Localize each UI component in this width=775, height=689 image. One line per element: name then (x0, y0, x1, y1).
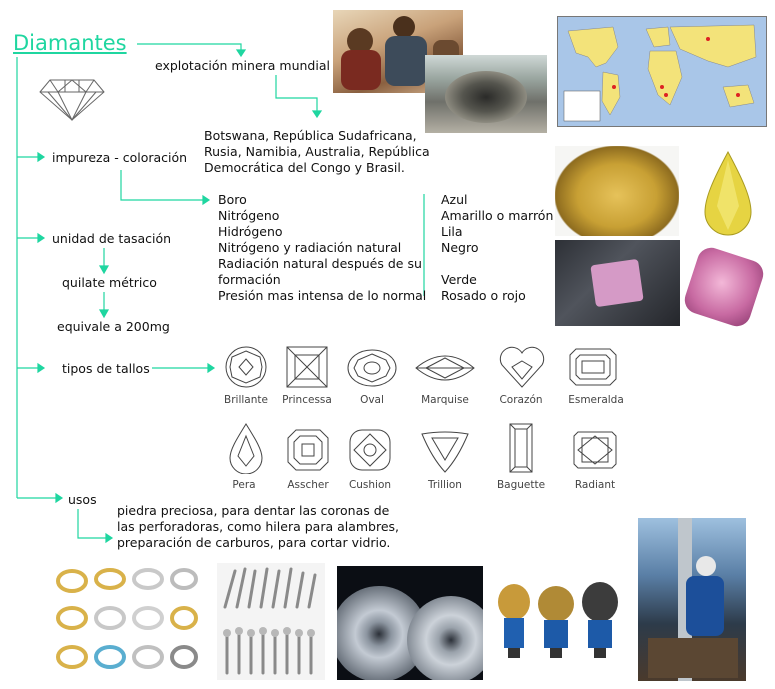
pink-rough-diamond-photo (555, 240, 680, 326)
mine-pit-photo (425, 55, 547, 133)
usos-text: piedra preciosa, para dentar las coronas de las perforadoras, como hilera para alambres, preparación de carburos, para cortar vidrio. (117, 503, 400, 550)
brillante-cut-icon (222, 345, 270, 389)
elemento-item: Nitrógeno (218, 208, 280, 223)
cut-label: Radiant (574, 479, 616, 491)
corazon-cut-icon (498, 345, 546, 389)
elemento-item: Nitrógeno y radiación natural (218, 240, 402, 255)
color-item: Negro (441, 240, 479, 255)
princessa-cut-icon (285, 345, 329, 389)
cut-label: Trillion (428, 479, 462, 491)
cut-label: Baguette (496, 479, 546, 491)
colores-list (441, 192, 553, 304)
page-title: Diamantes (13, 31, 127, 55)
drill-heads-photo (494, 580, 624, 660)
elemento-item: formación (218, 272, 281, 287)
yellow-rough-diamond-photo (555, 146, 679, 236)
paises-text: Botswana, República Sudafricana, Rusia, Namibia, Australia, República Democrática del Congo y Brasil. (204, 128, 430, 175)
tipos-label: tipos de tallos (62, 361, 150, 376)
usos-label: usos (68, 492, 97, 507)
color-item: Amarillo o marrón (441, 208, 554, 223)
cut-label: Marquise (421, 394, 469, 406)
elemento-item: Hidrógeno (218, 224, 283, 239)
radiant-cut-icon (572, 430, 618, 470)
rings-photo (52, 563, 202, 678)
color-item: Rosado o rojo (441, 288, 526, 303)
oval-cut-icon (346, 348, 398, 388)
cutting-discs-photo (337, 566, 483, 680)
esmeralda-cut-icon (568, 347, 618, 387)
cut-label: Corazón (499, 394, 543, 406)
oil-rig-worker-photo (638, 518, 746, 681)
diamond-icon (38, 78, 106, 122)
elemento-item: Presión mas intensa de lo normal (218, 288, 427, 303)
elemento-item: Boro (218, 192, 247, 207)
cut-label: Cushion (348, 479, 392, 491)
cut-label: Princessa (282, 394, 332, 406)
yellow-pear-diamond-photo (703, 150, 753, 238)
explotacion-label: explotación minera mundial (155, 58, 330, 73)
cut-label: Asscher (287, 479, 329, 491)
unidad-label: unidad de tasación (52, 231, 172, 246)
impureza-label: impureza - coloración (52, 150, 188, 165)
quilate-label: quilate métrico (62, 275, 157, 290)
color-item (441, 256, 553, 272)
color-item: Azul (441, 192, 468, 207)
color-item: Lila (441, 224, 463, 239)
trillion-cut-icon (420, 430, 470, 474)
pink-cut-diamond-photo (684, 247, 764, 329)
cut-label: Pera (232, 479, 256, 491)
drill-bits-photo (217, 563, 325, 680)
color-item: Verde (441, 272, 477, 287)
equivale-label: equivale a 200mg (57, 319, 170, 334)
marquise-cut-icon (414, 350, 476, 386)
cut-label: Oval (360, 394, 384, 406)
cut-label: Esmeralda (568, 394, 624, 406)
cushion-cut-icon (348, 428, 392, 472)
cut-label: Brillante (224, 394, 268, 406)
baguette-cut-icon (508, 422, 534, 474)
elemento-item: Radiación natural después de su (218, 256, 422, 271)
pera-cut-icon (228, 422, 264, 474)
world-map-photo (557, 16, 767, 127)
elementos-list (218, 192, 426, 304)
asscher-cut-icon (286, 428, 330, 472)
